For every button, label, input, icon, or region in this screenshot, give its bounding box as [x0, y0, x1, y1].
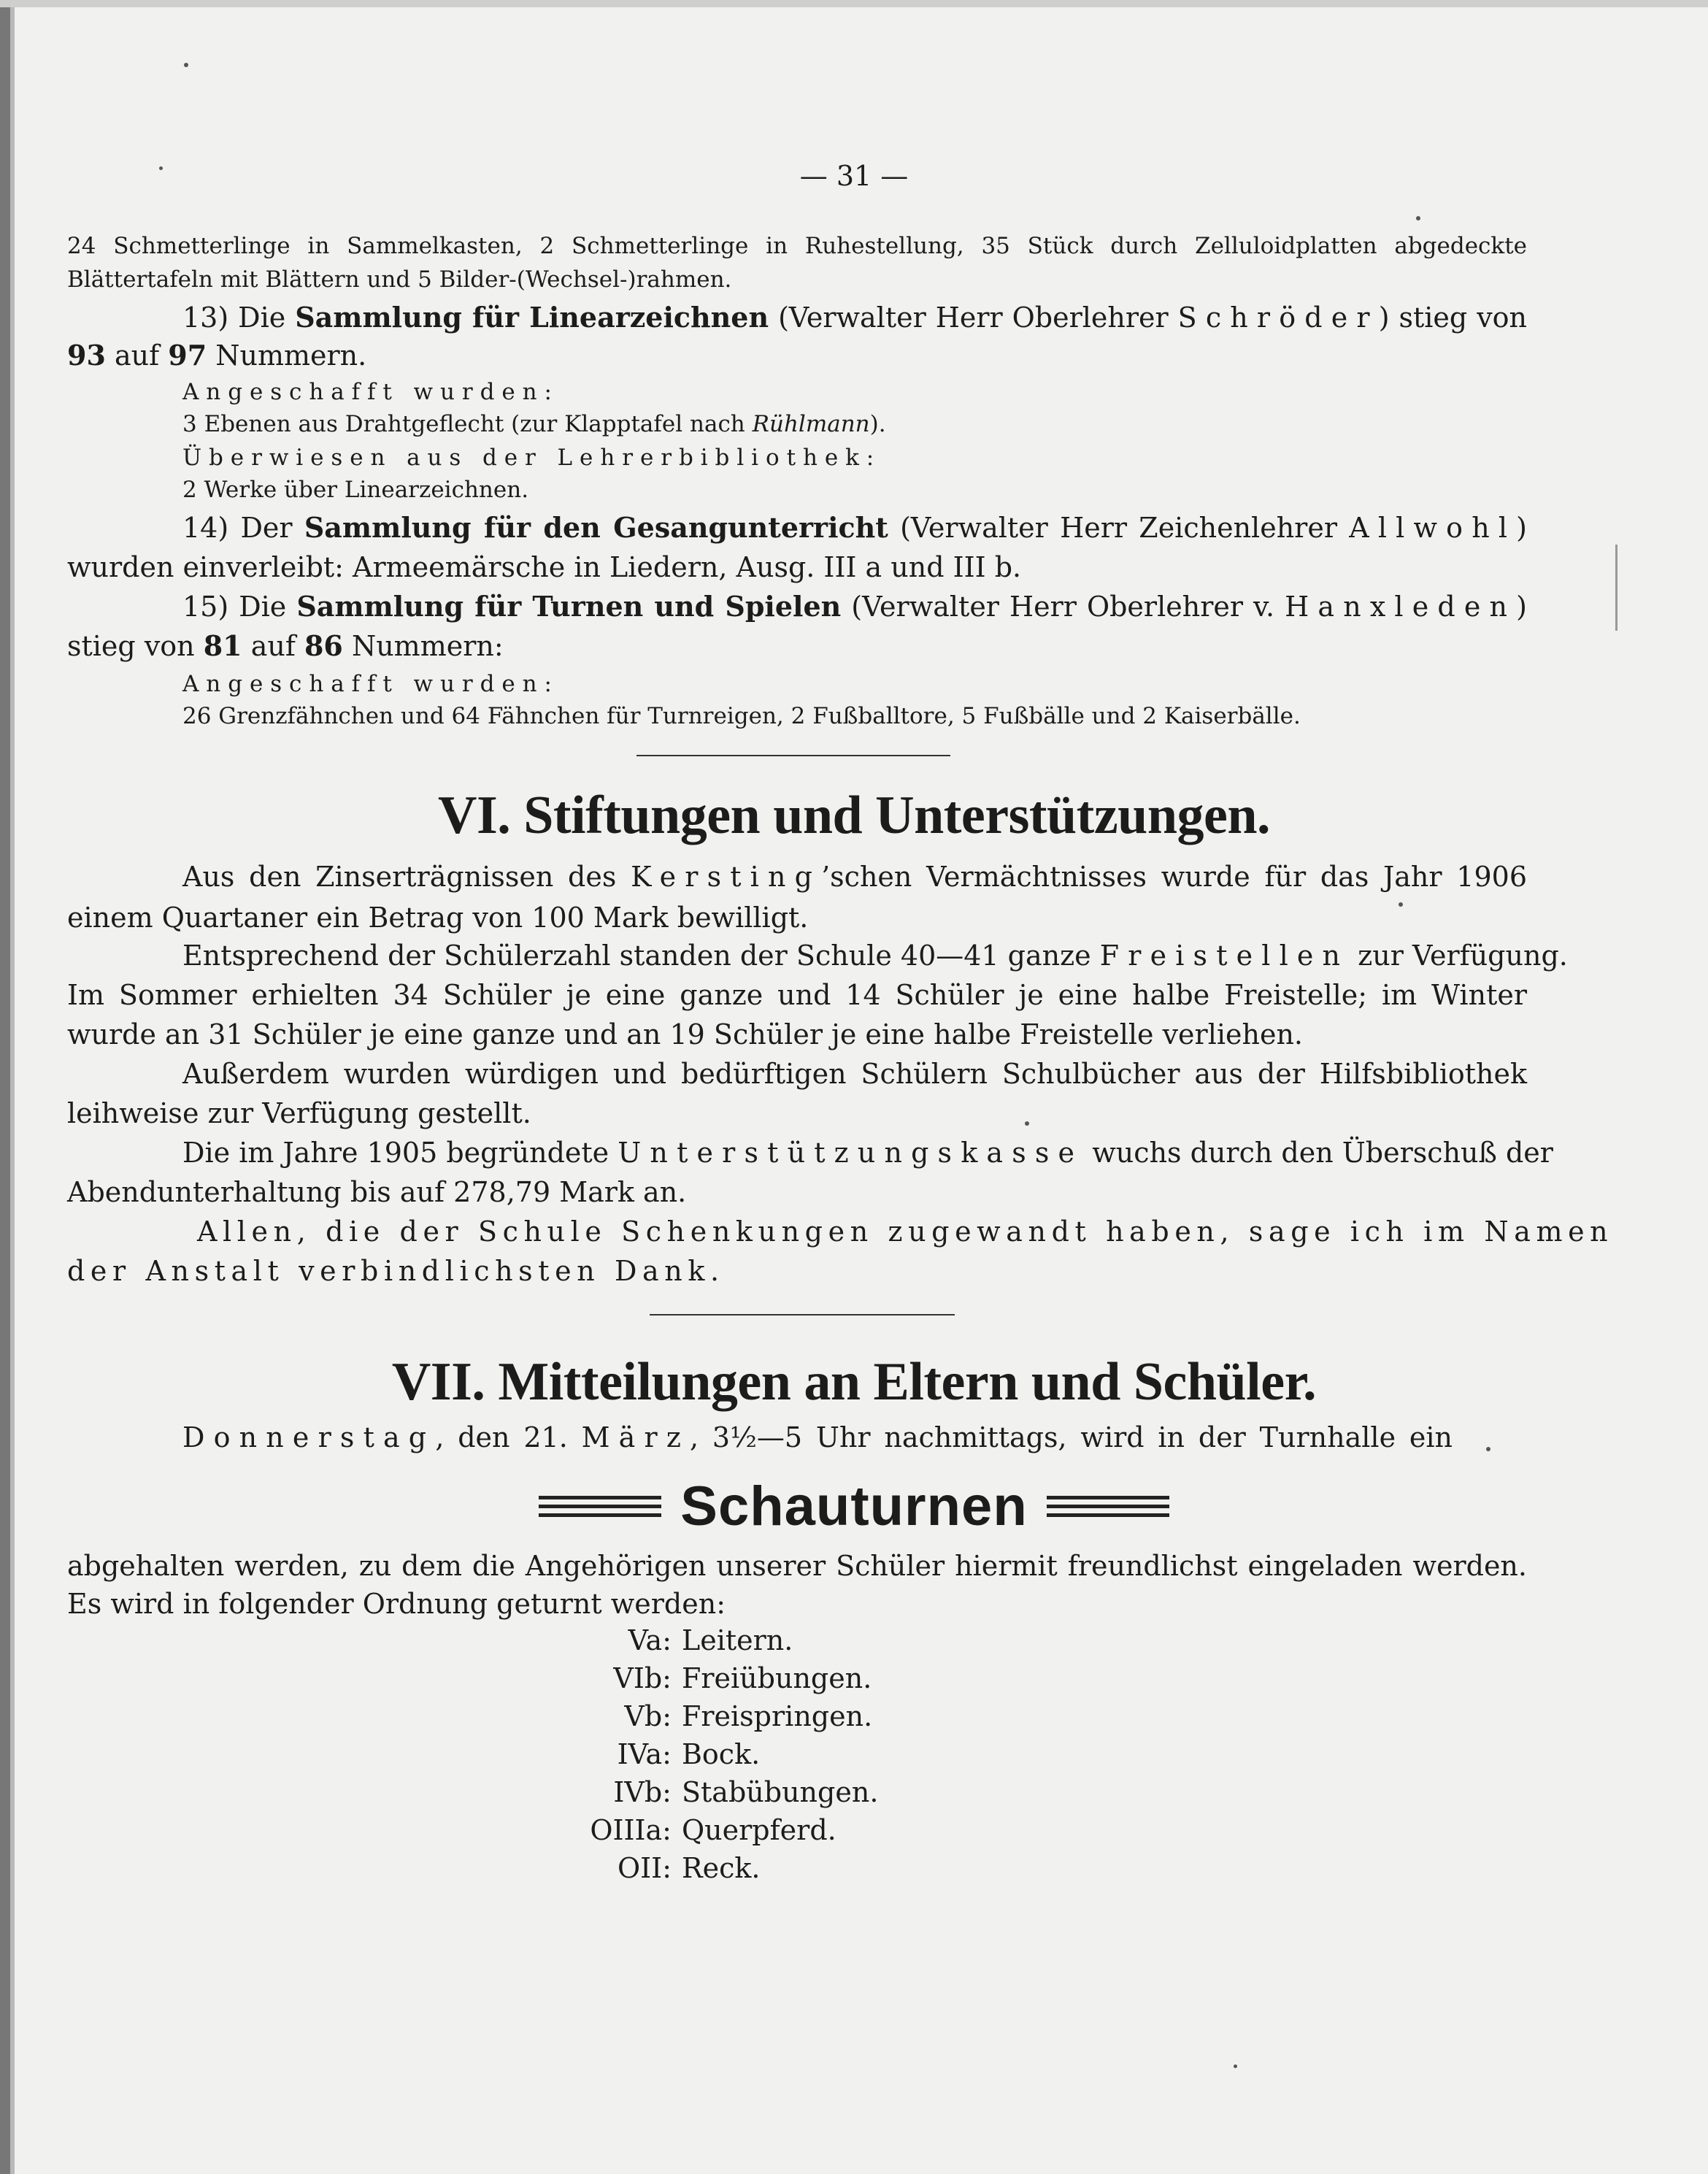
exercise-order-list — [526, 1626, 963, 1904]
scan-speck — [1025, 1121, 1029, 1126]
text-line: Blättertafeln mit Blättern und 5 Bilder-(Wechsel-)rahmen. — [67, 266, 732, 293]
scan-speck — [159, 166, 163, 170]
section-divider — [636, 755, 950, 756]
scan-speck — [1486, 1447, 1490, 1451]
schauturnen-banner — [0, 1475, 1708, 1538]
item-14-heading: 14) Der Sammlung für den Gesangunterricht (Verwalter Herr Zeichenlehrer Allwohl) — [182, 511, 1527, 544]
paragraph-line: Die im Jahre 1905 begründete Unterstützungskasse wuchs durch den Überschuß der — [182, 1137, 1553, 1169]
section-divider — [650, 1314, 955, 1315]
page-top-edge — [0, 0, 1708, 7]
paragraph-line: Allen, die der Schule Schenkungen zugewandt haben, sage ich im Namen — [197, 1215, 1614, 1248]
section-heading: VII. Mitteilungen an Eltern und Schüler. — [391, 1352, 1317, 1412]
subheading: Angeschafft wurden: — [182, 379, 559, 405]
paragraph-line: wurde an 31 Schüler je eine ganze und an 19 Schüler je eine halbe Freistelle verliehen. — [67, 1018, 1304, 1050]
list-item: Vb: Freispringen. — [624, 1700, 873, 1732]
paragraph-line: Es wird in folgender Ordnung geturnt werden: — [67, 1588, 726, 1620]
paragraph-line: Im Sommer erhielten 34 Schüler je eine ganze und 14 Schüler je eine halbe Freistelle; im Winter — [67, 979, 1527, 1011]
text-line: 3 Ebenen aus Drahtgeflecht (zur Klapptafel nach Rühlmann). — [182, 411, 886, 437]
text-line: 2 Werke über Linearzeichnen. — [182, 477, 529, 503]
list-item: IVb: Stabübungen. — [613, 1776, 879, 1808]
item-13-heading: 13) Die Sammlung für Linearzeichnen (Verwalter Herr Oberlehrer Schröder) stieg von — [182, 301, 1528, 334]
text-line: 93 auf 97 Nummern. — [67, 339, 367, 372]
page-number: — 31 — — [799, 160, 909, 192]
paragraph-line: leihweise zur Verfügung gestellt. — [67, 1097, 531, 1129]
section-heading: VI. Stiftungen und Unterstützungen. — [438, 786, 1270, 845]
list-item: OIIIa: Querpferd. — [590, 1814, 836, 1846]
subheading: Angeschafft wurden: — [182, 671, 559, 697]
paragraph-line: Außerdem wurden würdigen und bedürftigen Schülern Schulbücher aus der Hilfsbibliothek — [182, 1058, 1527, 1090]
text-line: wurden einverleibt: Armeemärsche in Liedern, Ausg. III a und III b. — [67, 551, 1022, 583]
paragraph-line: einem Quartaner ein Betrag von 100 Mark bewilligt. — [67, 902, 809, 934]
scan-speck — [1234, 2064, 1237, 2068]
banner-title: Schauturnen — [680, 1475, 1028, 1537]
text-line: 24 Schmetterlinge in Sammelkasten, 2 Schmetterlinge in Ruhestellung, 35 Stück durch Zelluloidplatten abgedeckte — [67, 233, 1527, 259]
list-item: IVa: Bock. — [617, 1738, 761, 1770]
scan-mark — [1615, 545, 1617, 631]
decorative-bars-left — [539, 1491, 661, 1522]
page-edge-highlight — [10, 0, 15, 2174]
list-item: Va: Leitern. — [628, 1624, 793, 1656]
scan-speck — [1416, 216, 1420, 220]
paragraph-line: Abendunterhaltung bis auf 278,79 Mark an. — [67, 1176, 687, 1208]
paragraph-line: abgehalten werden, zu dem die Angehörigen unserer Schüler hiermit freundlichst eingeladen werden. — [67, 1550, 1527, 1582]
item-15-heading: 15) Die Sammlung für Turnen und Spielen (Verwalter Herr Oberlehrer v. Hanxleden) — [182, 590, 1527, 623]
text-line: stieg von 81 auf 86 Nummern: — [67, 629, 504, 662]
decorative-bars-right — [1047, 1491, 1169, 1522]
subheading: Überwiesen aus der Lehrerbibliothek: — [182, 445, 882, 471]
list-item: OII: Reck. — [618, 1852, 761, 1884]
scan-speck — [1399, 902, 1403, 907]
paragraph-line: Donnerstag, den 21. März, 3½—5 Uhr nachmittags, wird in der Turnhalle ein — [182, 1421, 1453, 1453]
text-line: 26 Grenzfähnchen und 64 Fähnchen für Turnreigen, 2 Fußballtore, 5 Fußbälle und 2 Kaiserbälle. — [182, 703, 1301, 729]
list-item: VIb: Freiübungen. — [613, 1662, 872, 1694]
page-edge-shadow — [0, 0, 10, 2174]
paragraph-line: Entsprechend der Schülerzahl standen der Schule 40—41 ganze Freistellen zur Verfügung. — [182, 940, 1568, 972]
paragraph-line: Aus den Zinserträgnissen des Kersting’schen Vermächtnisses wurde für das Jahr 1906 — [182, 861, 1527, 893]
paragraph-line: der Anstalt verbindlichsten Dank. — [67, 1255, 725, 1287]
scan-speck — [184, 63, 188, 67]
